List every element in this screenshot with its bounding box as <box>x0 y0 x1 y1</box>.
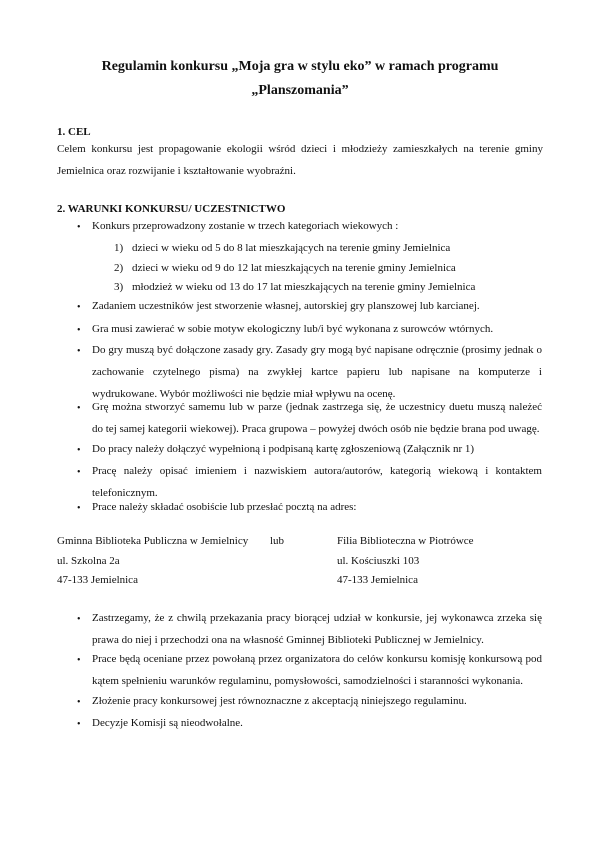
list-item: Zastrzegamy, że z chwilą przekazania pracy biorącej udział w konkursie, jej wykonawca zrzeka się prawa do niej i przechodzi ona na własność Gminnej Biblioteki Publicznej w Jemielnicy. <box>92 612 542 646</box>
bullet-icon: • <box>77 503 81 514</box>
bullet-icon: • <box>77 403 81 414</box>
list-item: Do pracy należy dołączyć wypełnioną i podpisaną kartę zgłoszeniową (Załącznik nr 1) <box>92 443 475 455</box>
bullet-icon: • <box>77 222 81 233</box>
list-item: Gra musi zawierać w sobie motyw ekologiczny lub/i być wykonana z surowców wtórnych. <box>92 323 494 335</box>
list-item: Decyzje Komisji są nieodwołalne. <box>92 717 243 729</box>
list-item: Grę można stworzyć samemu lub w parze (jednak zastrzega się, że uczestnicy duetu muszą należeć do tej samej kategorii wiekowej). Praca grupowa – powyżej dwóch osób nie będzie brana pod uwagę. <box>92 401 542 435</box>
section-cel-text: Celem konkursu jest propagowanie ekologii wśród dzieci i młodzieży zamieszkałych na terenie gminy Jemielnica oraz rozwijanie i kształtowanie wyobraźni. <box>57 143 543 177</box>
list-item: Złożenie pracy konkursowej jest równoznaczne z akceptacją niniejszego regulaminu. <box>92 695 467 707</box>
bullet-icon: • <box>77 445 81 456</box>
bullet-icon: • <box>77 719 81 730</box>
category-number: 2) <box>114 262 124 274</box>
list-item: Do gry muszą być dołączone zasady gry. Zasady gry mogą być napisane odręcznie (prosimy jednak o zachowanie czytelnego pisma) na zwykłej kartce papieru lub napisane na komputerze i wydrukowane. Wybór możliwości nie będzie miał wpływu na ocenę. <box>92 344 542 400</box>
category-text: młodzież w wieku od 13 do 17 lat mieszkających na terenie gminy Jemielnica <box>132 281 476 293</box>
section-heading-cel: 1. CEL <box>57 126 91 138</box>
list-item: Prace należy składać osobiście lub przesłać pocztą na adres: <box>92 501 357 513</box>
document-title-line2: „Planszomania” <box>251 83 349 98</box>
section-heading-warunki: 2. WARUNKI KONKURSU/ UCZESTNICTWO <box>57 203 286 215</box>
category-number: 3) <box>114 281 124 293</box>
address-left-line: Gminna Biblioteka Publiczna w Jemielnicy <box>57 535 249 547</box>
category-text: dzieci w wieku od 9 do 12 lat mieszkających na terenie gminy Jemielnica <box>132 262 456 274</box>
category-text: dzieci w wieku od 5 do 8 lat mieszkających na terenie gminy Jemielnica <box>132 242 451 254</box>
list-item-intro: Konkurs przeprowadzony zostanie w trzech kategoriach wiekowych : <box>92 220 399 232</box>
address-right-line: ul. Kościuszki 103 <box>337 555 420 567</box>
bullet-icon: • <box>77 467 81 478</box>
address-right-line: Filia Biblioteczna w Piotrówce <box>337 535 474 547</box>
bullet-icon: • <box>77 614 81 625</box>
address-separator: lub <box>270 535 285 547</box>
address-right-line: 47-133 Jemielnica <box>337 574 418 586</box>
list-item: Pracę należy opisać imieniem i nazwiskiem autora/autorów, kategorią wiekową i kontaktem telefonicznym. <box>92 465 542 499</box>
address-left-line: 47-133 Jemielnica <box>57 574 138 586</box>
bullet-icon: • <box>77 302 81 313</box>
list-item: Prace będą oceniane przez powołaną przez organizatora do celów konkursu komisję konkursową pod kątem spełnieniu warunków regulaminu, pomysłowości, samodzielności i staranności wykonania. <box>92 653 542 687</box>
document-title-line1: Regulamin konkursu „Moja gra w stylu eko” w ramach programu <box>101 59 499 74</box>
list-item: Zadaniem uczestników jest stworzenie własnej, autorskiej gry planszowej lub karcianej. <box>92 300 480 312</box>
bullet-icon: • <box>77 697 81 708</box>
bullet-icon: • <box>77 325 81 336</box>
bullet-icon: • <box>77 346 81 357</box>
bullet-icon: • <box>77 655 81 666</box>
address-left-line: ul. Szkolna 2a <box>57 555 120 567</box>
category-number: 1) <box>114 242 124 254</box>
